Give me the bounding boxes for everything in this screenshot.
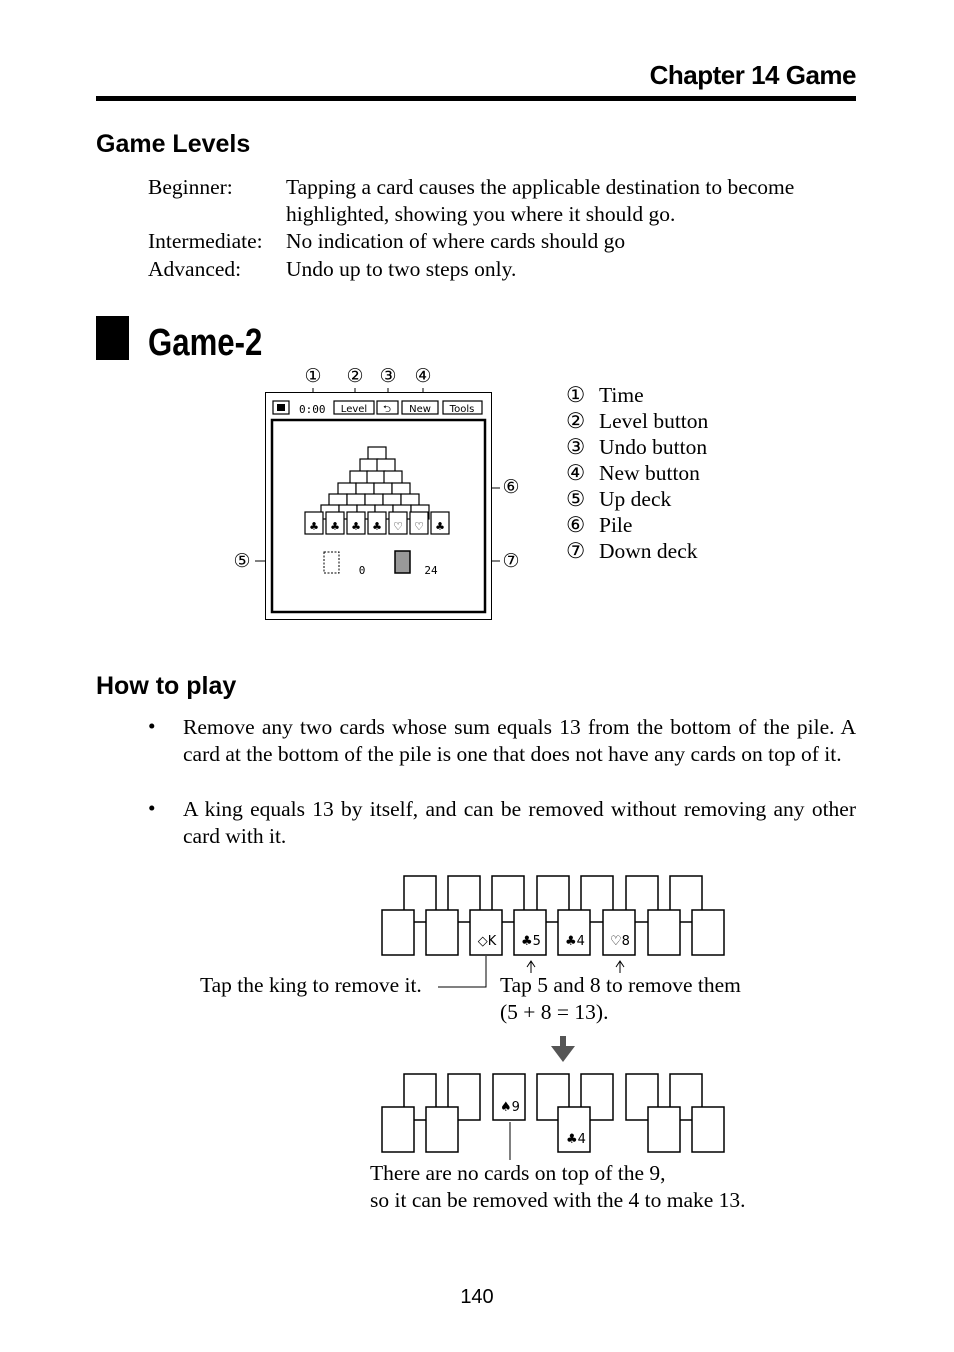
undo-icon: ⮌ xyxy=(382,404,392,415)
chapter-header: Chapter 14 Game xyxy=(649,60,856,90)
svg-text:♡: ♡ xyxy=(393,520,403,533)
legend-item xyxy=(566,487,671,512)
legend-number: ⑤ xyxy=(566,487,586,511)
new-button-label: New xyxy=(409,404,431,415)
game-levels-heading: Game Levels xyxy=(96,130,251,158)
card-4-club-after[interactable]: ♣4 xyxy=(566,1132,586,1147)
legend-number: ⑦ xyxy=(566,539,586,563)
legend-label: Pile xyxy=(599,513,633,537)
legend-item xyxy=(566,383,644,408)
svg-text:♡: ♡ xyxy=(414,520,424,533)
legend-label: Down deck xyxy=(599,539,698,563)
callout-1: ① xyxy=(304,365,322,387)
section-marker-block xyxy=(96,316,129,360)
level-description: Undo up to two steps only. xyxy=(286,257,517,281)
level-name: Beginner: xyxy=(148,175,233,199)
legend-item xyxy=(566,461,700,486)
legend-item xyxy=(566,435,707,460)
card-9-spade[interactable]: ♠9 xyxy=(500,1100,520,1115)
level-description: Tapping a card causes the applicable destination to become highlighted, showing you where it should go. xyxy=(286,175,795,226)
level-row-advanced xyxy=(148,256,858,283)
card-5-club[interactable]: ♣5 xyxy=(521,934,541,949)
svg-text:♣: ♣ xyxy=(435,520,445,533)
svg-text:♣: ♣ xyxy=(351,520,361,533)
bullet-item: Remove any two cards whose sum equals 13 from the bottom of the pile. A card at the bottom of the pile is one that does not have any cards on top of it. xyxy=(183,715,856,766)
legend-label: Up deck xyxy=(599,487,672,511)
legend-number: ④ xyxy=(566,461,586,485)
card-king-diamond[interactable]: ◇K xyxy=(477,934,497,949)
bullet-marker: • xyxy=(148,796,156,820)
down-arrow-icon xyxy=(551,1036,575,1062)
header-rule xyxy=(96,96,856,101)
callout-7: ⑦ xyxy=(502,550,520,572)
caption-9-line2: so it can be removed with the 4 to make 13. xyxy=(370,1188,746,1212)
legend-item xyxy=(566,539,698,564)
bullet-marker: • xyxy=(148,714,156,738)
level-name: Advanced: xyxy=(148,257,242,281)
caption-king: Tap the king to remove it. xyxy=(200,973,422,997)
up-deck[interactable] xyxy=(324,552,339,573)
legend-number: ⑥ xyxy=(566,513,586,537)
level-row-beginner xyxy=(148,174,858,228)
callout-5: ⑤ xyxy=(233,550,251,572)
down-deck[interactable] xyxy=(395,551,410,573)
card-8-heart[interactable]: ♡8 xyxy=(610,934,630,949)
card-4-club[interactable]: ♣4 xyxy=(565,934,585,949)
legend-item xyxy=(566,409,708,434)
page-number: 140 xyxy=(460,1286,494,1308)
level-row-intermediate xyxy=(148,228,858,255)
callout-4: ④ xyxy=(414,365,432,387)
callout-2: ② xyxy=(346,365,364,387)
level-description: No indication of where cards should go xyxy=(286,229,626,253)
caption-5-8-line2: (5 + 8 = 13). xyxy=(500,1000,609,1024)
caption-5-8-line1: Tap 5 and 8 to remove them xyxy=(500,973,741,997)
caption-9-line1: There are no cards on top of the 9, xyxy=(370,1161,666,1185)
legend-label: Undo button xyxy=(599,435,708,459)
legend-number: ③ xyxy=(566,435,586,459)
game-screen-figure xyxy=(225,360,535,630)
callout-6: ⑥ xyxy=(502,476,520,498)
svg-text:♣: ♣ xyxy=(330,520,340,533)
legend-label: New button xyxy=(599,461,700,485)
game2-title: Game-2 xyxy=(148,322,263,364)
legend-label: Time xyxy=(599,383,644,407)
svg-text:♣: ♣ xyxy=(372,520,382,533)
how-to-play-heading: How to play xyxy=(96,672,237,700)
time-display: 0:00 xyxy=(299,403,326,416)
legend-number: ① xyxy=(566,383,586,407)
level-button-label: Level xyxy=(340,404,368,415)
down-deck-count: 24 xyxy=(424,564,438,577)
svg-text:♣: ♣ xyxy=(309,520,319,533)
legend-item xyxy=(566,513,632,538)
tools-button-label: Tools xyxy=(449,404,475,415)
bullet-item: A king equals 13 by itself, and can be removed without removing any other card with it. xyxy=(183,797,856,848)
legend-label: Level button xyxy=(599,409,709,433)
up-deck-count: 0 xyxy=(358,564,366,577)
callout-3: ③ xyxy=(379,365,397,387)
level-name: Intermediate: xyxy=(148,229,263,253)
legend-number: ② xyxy=(566,409,586,433)
